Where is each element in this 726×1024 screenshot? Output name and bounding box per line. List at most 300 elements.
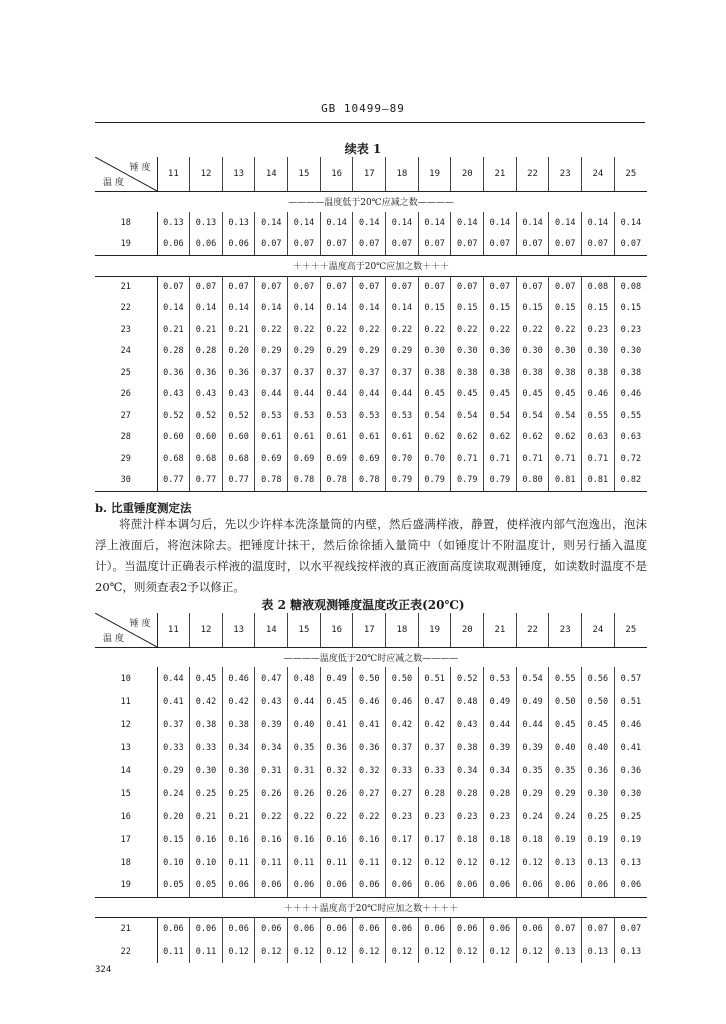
table2 bbox=[95, 613, 647, 963]
table-cell: 0.38 bbox=[451, 736, 484, 759]
table-cell: 0.23 bbox=[451, 805, 484, 828]
table-cell: 0.52 bbox=[157, 405, 190, 427]
table-cell: 0.06 bbox=[255, 874, 288, 897]
table-cell: 0.32 bbox=[353, 759, 386, 782]
standard-number: GB 10499—89 bbox=[321, 102, 405, 115]
section-higher-label bbox=[95, 255, 647, 276]
table-cell: 0.23 bbox=[386, 805, 419, 828]
table-cell: 0.06 bbox=[353, 917, 386, 940]
table-cell: 0.07 bbox=[288, 276, 321, 298]
table-cell: 0.46 bbox=[353, 690, 386, 713]
table-cell: 0.71 bbox=[549, 448, 582, 470]
row-temperature: 22 bbox=[95, 298, 157, 320]
table-cell: 0.79 bbox=[386, 470, 419, 492]
table-row bbox=[95, 690, 647, 713]
table-cell: 0.78 bbox=[353, 470, 386, 492]
table-cell: 0.16 bbox=[320, 828, 353, 851]
table-cell: 0.63 bbox=[620, 432, 642, 443]
column-header: 12 bbox=[190, 613, 223, 647]
column-header: 11 bbox=[157, 157, 190, 191]
table-cell: 0.69 bbox=[255, 448, 288, 470]
table-cell: 0.38 bbox=[418, 362, 451, 384]
table-cell: 0.36 bbox=[582, 759, 615, 782]
table-cell: 0.07 bbox=[222, 276, 255, 298]
table-cell: 0.11 bbox=[157, 940, 190, 963]
table-cell: 0.36 bbox=[620, 765, 642, 776]
section-lower-label-label: ————温度低于20℃时应减之数———— bbox=[283, 653, 459, 664]
table-cell: 0.53 bbox=[386, 405, 419, 427]
column-header: 21 bbox=[484, 157, 517, 191]
table-cell: 0.49 bbox=[484, 690, 517, 713]
table-cell: 0.80 bbox=[516, 470, 549, 492]
table-cell: 0.18 bbox=[451, 828, 484, 851]
table-cell: 0.15 bbox=[157, 828, 190, 851]
table-cell: 0.30 bbox=[484, 341, 517, 363]
table-cell: 0.21 bbox=[157, 319, 190, 341]
table-cell: 0.07 bbox=[190, 276, 223, 298]
table-cell: 0.45 bbox=[516, 384, 549, 406]
table-cell: 0.62 bbox=[418, 427, 451, 449]
table-cell: 0.12 bbox=[484, 851, 517, 874]
table-cell: 0.33 bbox=[386, 759, 419, 782]
table-cell: 0.28 bbox=[451, 782, 484, 805]
table-row bbox=[95, 470, 647, 492]
table-cell: 0.06 bbox=[582, 874, 615, 897]
table-cell: 0.12 bbox=[288, 940, 321, 963]
table-cell: 0.30 bbox=[451, 341, 484, 363]
table-cell: 0.13 bbox=[222, 212, 255, 234]
table-cell: 0.69 bbox=[320, 448, 353, 470]
table-cell: 0.07 bbox=[386, 234, 419, 256]
table-cell: 0.36 bbox=[190, 362, 223, 384]
table-cell: 0.25 bbox=[222, 782, 255, 805]
table-row bbox=[95, 713, 647, 736]
row-temperature: 23 bbox=[95, 319, 157, 341]
table-cell: 0.06 bbox=[614, 874, 647, 897]
table-cell: 0.54 bbox=[516, 405, 549, 427]
table-cell: 0.81 bbox=[582, 470, 615, 492]
table-cell: 0.79 bbox=[484, 470, 517, 492]
table-cell: 0.17 bbox=[418, 828, 451, 851]
table-cell: 0.07 bbox=[288, 234, 321, 256]
table-cell: 0.24 bbox=[516, 805, 549, 828]
table-cell: 0.61 bbox=[320, 427, 353, 449]
table-cell: 0.07 bbox=[582, 917, 615, 940]
table-cell: 0.60 bbox=[222, 427, 255, 449]
section-b-paragraph: 将蔗汁样本调匀后，先以少许样本洗涤量筒的内壁，然后盛满样液，静置，使样液内部气泡逸出，泡沫浮上液面后，将泡沫除去。把锤度计抹干，然后徐徐插入量筒中（如锤度计不附温度计，则另行插入温度计）。当温度计正确表示样液的温度时，以水平视线按样液的真正液面高度读取观测锤度，如读数时温度不是20℃，则须查表2予以修正。 bbox=[95, 517, 647, 594]
table-cell: 0.13 bbox=[190, 212, 223, 234]
table-cell: 0.32 bbox=[320, 759, 353, 782]
table-cell: 0.47 bbox=[255, 667, 288, 690]
table-cell: 0.12 bbox=[320, 940, 353, 963]
table-cell: 0.35 bbox=[288, 736, 321, 759]
row-temperature: 25 bbox=[95, 362, 157, 384]
table-cell: 0.53 bbox=[255, 405, 288, 427]
table-cell: 0.14 bbox=[516, 212, 549, 234]
table-cell: 0.14 bbox=[288, 212, 321, 234]
table-cell: 0.07 bbox=[320, 234, 353, 256]
table-cell: 0.11 bbox=[320, 851, 353, 874]
table-cell: 0.19 bbox=[620, 834, 642, 845]
section-higher-label-label: ＋＋＋＋温度高于20℃时应加之数＋＋＋＋ bbox=[283, 903, 459, 914]
table-cell: 0.26 bbox=[320, 782, 353, 805]
table-cell: 0.49 bbox=[320, 667, 353, 690]
table-cell: 0.11 bbox=[353, 851, 386, 874]
table-cell: 0.45 bbox=[484, 384, 517, 406]
table-cell: 0.28 bbox=[157, 341, 190, 363]
table-cell: 0.71 bbox=[582, 448, 615, 470]
table-cell: 0.07 bbox=[157, 276, 190, 298]
table-cell: 0.07 bbox=[255, 276, 288, 298]
table-cell: 0.13 bbox=[549, 851, 582, 874]
table-cell: 0.07 bbox=[353, 234, 386, 256]
column-header: 14 bbox=[255, 613, 288, 647]
table-cell: 0.41 bbox=[620, 742, 642, 753]
column-header: 19 bbox=[418, 157, 451, 191]
table-cell: 0.06 bbox=[418, 874, 451, 897]
table-cell: 0.07 bbox=[614, 917, 647, 940]
table-cell: 0.37 bbox=[418, 736, 451, 759]
table-cell: 0.38 bbox=[620, 367, 642, 378]
table-cell: 0.42 bbox=[190, 690, 223, 713]
table-cell: 0.07 bbox=[255, 234, 288, 256]
column-header: 22 bbox=[516, 157, 549, 191]
table-cell: 0.62 bbox=[484, 427, 517, 449]
table-cell: 0.28 bbox=[418, 782, 451, 805]
table-row bbox=[95, 851, 647, 874]
table-cell: 0.34 bbox=[222, 736, 255, 759]
table-cell: 0.31 bbox=[288, 759, 321, 782]
table-cell: 0.05 bbox=[190, 874, 223, 897]
table-cell: 0.68 bbox=[222, 448, 255, 470]
table-cell: 0.50 bbox=[353, 667, 386, 690]
table-cell: 0.43 bbox=[255, 690, 288, 713]
table-cell: 0.60 bbox=[190, 427, 223, 449]
table-cell: 0.07 bbox=[549, 917, 582, 940]
table-cell: 0.22 bbox=[484, 319, 517, 341]
table-row bbox=[95, 384, 647, 406]
table-cell: 0.14 bbox=[353, 212, 386, 234]
table-cell: 0.68 bbox=[157, 448, 190, 470]
table-cell: 0.14 bbox=[386, 298, 419, 320]
column-header: 21 bbox=[484, 613, 517, 647]
table-cell: 0.06 bbox=[288, 917, 321, 940]
table-cell: 0.12 bbox=[418, 851, 451, 874]
table-cell: 0.17 bbox=[386, 828, 419, 851]
table-cell: 0.55 bbox=[549, 667, 582, 690]
section-lower-label bbox=[95, 191, 647, 212]
table-cell: 0.21 bbox=[222, 319, 255, 341]
column-header: 18 bbox=[386, 613, 419, 647]
column-header: 23 bbox=[549, 157, 582, 191]
table-cell: 0.60 bbox=[157, 427, 190, 449]
table-cell: 0.41 bbox=[353, 713, 386, 736]
table-cell: 0.44 bbox=[288, 690, 321, 713]
table-cell: 0.48 bbox=[288, 667, 321, 690]
table-cell: 0.70 bbox=[386, 448, 419, 470]
table-cell: 0.51 bbox=[620, 696, 642, 707]
table-cell: 0.07 bbox=[451, 276, 484, 298]
table-cell: 0.46 bbox=[620, 389, 642, 400]
table-cell: 0.21 bbox=[222, 805, 255, 828]
table-cell: 0.08 bbox=[582, 276, 615, 298]
table-cell: 0.38 bbox=[190, 713, 223, 736]
table-cell: 0.22 bbox=[255, 319, 288, 341]
table-cell: 0.14 bbox=[222, 298, 255, 320]
table-cell: 0.69 bbox=[288, 448, 321, 470]
corner-label-brix: 锤 度 bbox=[129, 163, 151, 173]
table-row bbox=[95, 319, 647, 341]
table-cell: 0.12 bbox=[255, 940, 288, 963]
table-cell: 0.06 bbox=[484, 874, 517, 897]
table-row bbox=[95, 234, 647, 256]
corner-cell bbox=[95, 613, 157, 647]
table-cell: 0.78 bbox=[255, 470, 288, 492]
table-cell: 0.30 bbox=[582, 782, 615, 805]
table-cell: 0.53 bbox=[288, 405, 321, 427]
table-cell: 0.06 bbox=[320, 874, 353, 897]
table-cell: 0.52 bbox=[190, 405, 223, 427]
table-cell: 0.44 bbox=[320, 384, 353, 406]
table-cell: 0.15 bbox=[620, 303, 642, 314]
table-cell: 0.43 bbox=[222, 384, 255, 406]
table-cell: 0.28 bbox=[190, 341, 223, 363]
column-header: 25 bbox=[614, 157, 647, 191]
table-cell: 0.44 bbox=[516, 713, 549, 736]
table-cell: 0.40 bbox=[582, 736, 615, 759]
table-cell: 0.61 bbox=[255, 427, 288, 449]
table-cell: 0.62 bbox=[516, 427, 549, 449]
table-cell: 0.22 bbox=[320, 319, 353, 341]
table-row bbox=[95, 427, 647, 449]
table-cell: 0.38 bbox=[451, 362, 484, 384]
table-cell: 0.46 bbox=[386, 690, 419, 713]
section-higher-label bbox=[95, 897, 647, 917]
table-cell: 0.38 bbox=[484, 362, 517, 384]
column-header: 17 bbox=[353, 157, 386, 191]
table-cell: 0.22 bbox=[353, 319, 386, 341]
table-row bbox=[95, 917, 647, 940]
column-header: 13 bbox=[222, 613, 255, 647]
table-cell: 0.53 bbox=[484, 667, 517, 690]
table-cell: 0.33 bbox=[190, 736, 223, 759]
table-cell: 0.12 bbox=[484, 940, 517, 963]
table-cell: 0.10 bbox=[157, 851, 190, 874]
table-cell: 0.78 bbox=[320, 470, 353, 492]
table-cell: 0.06 bbox=[353, 874, 386, 897]
table-cell: 0.70 bbox=[418, 448, 451, 470]
column-header: 19 bbox=[418, 613, 451, 647]
table-cell: 0.36 bbox=[222, 362, 255, 384]
table-cell: 0.14 bbox=[157, 298, 190, 320]
header-rule bbox=[95, 122, 645, 123]
row-temperature: 12 bbox=[95, 713, 157, 736]
table-row bbox=[95, 874, 647, 897]
table-cell: 0.53 bbox=[320, 405, 353, 427]
table-cell: 0.07 bbox=[484, 276, 517, 298]
table-cell: 0.15 bbox=[516, 298, 549, 320]
table-cell: 0.42 bbox=[418, 713, 451, 736]
table-cell: 0.13 bbox=[582, 940, 615, 963]
table-cell: 0.34 bbox=[255, 736, 288, 759]
table-cell: 0.07 bbox=[418, 234, 451, 256]
column-header: 15 bbox=[288, 613, 321, 647]
table-cell: 0.50 bbox=[386, 667, 419, 690]
table-cell: 0.79 bbox=[418, 470, 451, 492]
table-cell: 0.30 bbox=[620, 788, 642, 799]
table-cell: 0.45 bbox=[582, 713, 615, 736]
table-cell: 0.77 bbox=[157, 470, 190, 492]
table-row bbox=[95, 298, 647, 320]
column-header: 15 bbox=[288, 157, 321, 191]
table-cell: 0.29 bbox=[255, 341, 288, 363]
table-cell: 0.30 bbox=[582, 341, 615, 363]
table-cell: 0.13 bbox=[549, 940, 582, 963]
table-cell: 0.40 bbox=[549, 736, 582, 759]
table-cell: 0.14 bbox=[255, 298, 288, 320]
table-cell: 0.42 bbox=[222, 690, 255, 713]
table-cell: 0.61 bbox=[353, 427, 386, 449]
table-cell: 0.12 bbox=[222, 940, 255, 963]
table-cell: 0.55 bbox=[582, 405, 615, 427]
table-cell: 0.30 bbox=[516, 341, 549, 363]
column-header: 17 bbox=[353, 613, 386, 647]
table-cell: 0.15 bbox=[549, 298, 582, 320]
column-header: 12 bbox=[190, 157, 223, 191]
table-cell: 0.53 bbox=[353, 405, 386, 427]
table-cell: 0.37 bbox=[320, 362, 353, 384]
table1 bbox=[95, 157, 647, 492]
table-cell: 0.77 bbox=[190, 470, 223, 492]
row-temperature: 28 bbox=[95, 427, 157, 449]
table-cell: 0.56 bbox=[582, 667, 615, 690]
table-cell: 0.39 bbox=[484, 736, 517, 759]
table-cell: 0.62 bbox=[549, 427, 582, 449]
row-temperature: 18 bbox=[95, 212, 157, 234]
row-temperature: 18 bbox=[95, 851, 157, 874]
table-cell: 0.38 bbox=[582, 362, 615, 384]
table-cell: 0.22 bbox=[288, 805, 321, 828]
table-cell: 0.06 bbox=[190, 917, 223, 940]
table-cell: 0.45 bbox=[418, 384, 451, 406]
table-row bbox=[95, 940, 647, 963]
row-temperature: 13 bbox=[95, 736, 157, 759]
table-cell: 0.06 bbox=[484, 917, 517, 940]
table-cell: 0.50 bbox=[549, 690, 582, 713]
table-cell: 0.06 bbox=[222, 234, 255, 256]
table-cell: 0.07 bbox=[516, 276, 549, 298]
table-cell: 0.29 bbox=[549, 782, 582, 805]
table-cell: 0.52 bbox=[451, 667, 484, 690]
column-header: 23 bbox=[549, 613, 582, 647]
table-row bbox=[95, 736, 647, 759]
row-temperature: 30 bbox=[95, 470, 157, 492]
table-row bbox=[95, 341, 647, 363]
table-cell: 0.33 bbox=[157, 736, 190, 759]
table-cell: 0.07 bbox=[386, 276, 419, 298]
table-cell: 0.68 bbox=[190, 448, 223, 470]
table-cell: 0.39 bbox=[516, 736, 549, 759]
column-header: 24 bbox=[582, 613, 615, 647]
table-cell: 0.24 bbox=[549, 805, 582, 828]
section-lower-label-label: ————温度低于20℃应减之数———— bbox=[288, 198, 454, 209]
table-cell: 0.79 bbox=[451, 470, 484, 492]
table-cell: 0.44 bbox=[288, 384, 321, 406]
table-cell: 0.06 bbox=[190, 234, 223, 256]
table-cell: 0.35 bbox=[549, 759, 582, 782]
table-cell: 0.38 bbox=[549, 362, 582, 384]
row-temperature: 29 bbox=[95, 448, 157, 470]
table-cell: 0.45 bbox=[190, 667, 223, 690]
table-cell: 0.12 bbox=[451, 940, 484, 963]
table-cell: 0.19 bbox=[582, 828, 615, 851]
column-header: 16 bbox=[320, 613, 353, 647]
table-cell: 0.45 bbox=[451, 384, 484, 406]
corner-label-temperature: 温 度 bbox=[103, 177, 124, 188]
table-cell: 0.44 bbox=[353, 384, 386, 406]
table-cell: 0.08 bbox=[614, 276, 647, 298]
table-cell: 0.07 bbox=[582, 234, 615, 256]
table-cell: 0.36 bbox=[353, 736, 386, 759]
table-cell: 0.15 bbox=[484, 298, 517, 320]
table-cell: 0.11 bbox=[190, 940, 223, 963]
table-cell: 0.30 bbox=[620, 346, 642, 357]
table-cell: 0.06 bbox=[222, 917, 255, 940]
table-cell: 0.23 bbox=[620, 324, 642, 335]
table-row bbox=[95, 782, 647, 805]
corner-cell bbox=[95, 157, 157, 191]
table-cell: 0.14 bbox=[288, 298, 321, 320]
table-cell: 0.12 bbox=[353, 940, 386, 963]
table-cell: 0.20 bbox=[157, 805, 190, 828]
table-cell: 0.37 bbox=[353, 362, 386, 384]
table-cell: 0.55 bbox=[620, 410, 642, 421]
table-cell: 0.12 bbox=[451, 851, 484, 874]
table-cell: 0.06 bbox=[320, 917, 353, 940]
table-cell: 0.14 bbox=[451, 212, 484, 234]
column-header: 13 bbox=[222, 157, 255, 191]
table-cell: 0.22 bbox=[255, 805, 288, 828]
table-cell: 0.44 bbox=[484, 713, 517, 736]
table-cell: 0.13 bbox=[157, 212, 190, 234]
table-cell: 0.44 bbox=[157, 667, 190, 690]
table-cell: 0.06 bbox=[288, 874, 321, 897]
table-cell: 0.40 bbox=[288, 713, 321, 736]
table-cell: 0.06 bbox=[516, 917, 549, 940]
table-cell: 0.06 bbox=[418, 917, 451, 940]
table-cell: 0.06 bbox=[386, 874, 419, 897]
table-cell: 0.18 bbox=[516, 828, 549, 851]
column-header: 20 bbox=[451, 157, 484, 191]
table-cell: 0.22 bbox=[516, 319, 549, 341]
row-temperature: 15 bbox=[95, 782, 157, 805]
table-cell: 0.14 bbox=[320, 212, 353, 234]
table-cell: 0.54 bbox=[451, 405, 484, 427]
header-row bbox=[95, 157, 647, 191]
table-cell: 0.36 bbox=[320, 736, 353, 759]
table-cell: 0.54 bbox=[549, 405, 582, 427]
table-cell: 0.11 bbox=[222, 851, 255, 874]
table-cell: 0.71 bbox=[516, 448, 549, 470]
table-cell: 0.07 bbox=[418, 276, 451, 298]
table-cell: 0.15 bbox=[582, 298, 615, 320]
table-cell: 0.43 bbox=[451, 713, 484, 736]
table-row bbox=[95, 805, 647, 828]
table-cell: 0.37 bbox=[288, 362, 321, 384]
table-row bbox=[95, 276, 647, 298]
table-cell: 0.30 bbox=[549, 341, 582, 363]
row-temperature: 16 bbox=[95, 805, 157, 828]
